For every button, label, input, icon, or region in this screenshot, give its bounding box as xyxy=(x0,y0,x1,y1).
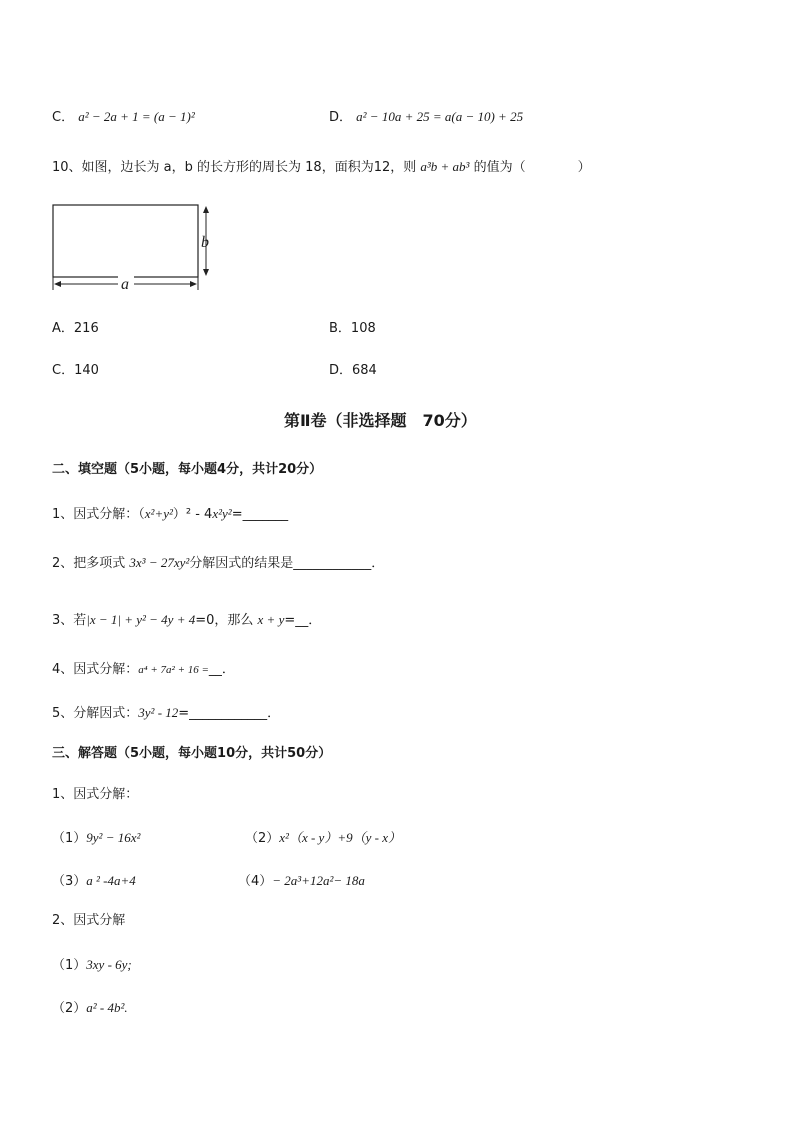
option-label: C． xyxy=(52,363,75,378)
part-label: （2） xyxy=(52,1001,87,1016)
question-math: x²y² xyxy=(212,506,232,521)
part-label: （1） xyxy=(52,958,87,973)
q10-option-a xyxy=(52,320,99,338)
solve-q1-part2 xyxy=(245,829,401,848)
q9-option-c xyxy=(52,108,195,127)
arrow-down-icon xyxy=(203,269,209,276)
question-math: 3y² - 12 xyxy=(138,705,179,720)
label-b: b xyxy=(201,234,209,251)
question-text: 分解因式的结果是____________． xyxy=(189,556,385,571)
solve-q1-part3 xyxy=(52,872,136,891)
option-value: 140 xyxy=(74,363,99,378)
part-math: a ² -4a+4 xyxy=(86,873,136,888)
option-label: D． xyxy=(329,363,353,378)
question-math: 3x³ − 27xy² xyxy=(129,555,190,570)
solve-q2-part2 xyxy=(52,999,128,1018)
option-label: D． xyxy=(329,110,353,125)
fill-q4 xyxy=(52,661,235,679)
question-math: x²+y² xyxy=(144,506,173,521)
solve-q1-part1 xyxy=(52,829,140,848)
arrow-right-icon xyxy=(190,281,197,287)
question-text: __． xyxy=(208,662,235,677)
solve-q2-part1 xyxy=(52,956,132,975)
part-math: x²（x - y）+9（y - x） xyxy=(279,830,401,845)
question-text: 4、因式分解： xyxy=(52,662,139,677)
question-math: |x − 1| + y² − 4y + 4 xyxy=(86,612,196,627)
part-label: （4） xyxy=(238,874,273,889)
question-text: 5、分解因式： xyxy=(52,706,139,721)
question-text: =__． xyxy=(284,613,322,628)
solve-q1-title: 1、因式分解： xyxy=(52,787,139,802)
part-label: （2） xyxy=(245,831,280,846)
q9-option-d xyxy=(329,108,523,127)
part-math: 9y² − 16x² xyxy=(86,830,141,845)
option-value: 684 xyxy=(352,363,377,378)
question-text: =____________． xyxy=(178,706,281,721)
q10-option-b xyxy=(329,320,376,338)
q10-option-c xyxy=(52,362,99,380)
arrow-up-icon xyxy=(203,206,209,213)
solve-q2-title: 2、因式分解 xyxy=(52,913,126,928)
option-label: A． xyxy=(52,321,74,336)
part-label: （3） xyxy=(52,874,87,889)
fill-q1 xyxy=(52,505,288,524)
question-number: 10、 xyxy=(52,160,82,175)
stem-math: a³b + ab³ xyxy=(420,159,470,174)
option-math: a² − 2a + 1 = (a − 1)² xyxy=(78,109,195,124)
option-label: B． xyxy=(329,321,351,336)
part-math: a² - 4b². xyxy=(86,1000,128,1015)
question-text: =0，那么 xyxy=(195,613,258,628)
solve-q1-part4 xyxy=(238,872,365,891)
option-value: 216 xyxy=(73,321,99,336)
part-label: （1） xyxy=(52,831,87,846)
q10-option-d xyxy=(329,362,377,380)
part-math: 3xy - 6y; xyxy=(86,957,132,972)
question-text: 1、因式分解：（ xyxy=(52,507,145,522)
question-text: 3、若 xyxy=(52,613,87,628)
solve-section-heading: 三、解答题（5小题，每小题10分，共计50分） xyxy=(52,746,332,761)
option-label: C． xyxy=(52,110,75,125)
arrow-left-icon xyxy=(54,281,61,287)
q10-stem xyxy=(52,158,591,177)
fill-q2 xyxy=(52,554,384,573)
fill-q3 xyxy=(52,611,321,630)
fill-section-heading: 二、填空题（5小题，每小题4分，共计20分） xyxy=(52,462,323,477)
question-math: x + y xyxy=(257,612,285,627)
part-math: − 2a³+12a²− 18a xyxy=(272,873,365,888)
question-math: a⁴ + 7a² + 16 = xyxy=(138,664,209,676)
stem-text-end: 的值为（ ） xyxy=(469,160,591,175)
answer-blank: =_______ xyxy=(231,507,289,522)
rectangle xyxy=(53,205,198,277)
label-a: a xyxy=(121,276,129,293)
rectangle-figure xyxy=(48,200,228,296)
fill-q5 xyxy=(52,704,280,723)
part2-title: 第Ⅱ卷（非选择题 70分） xyxy=(284,411,477,430)
question-text: 2、把多项式 xyxy=(52,556,130,571)
option-math: a² − 10a + 25 = a(a − 10) + 25 xyxy=(356,109,524,124)
question-text: ）² - 4 xyxy=(172,507,213,522)
stem-text: 如图，边长为 a，b 的长方形的周长为 18，面积为12，则 xyxy=(81,160,421,175)
option-value: 108 xyxy=(350,321,376,336)
